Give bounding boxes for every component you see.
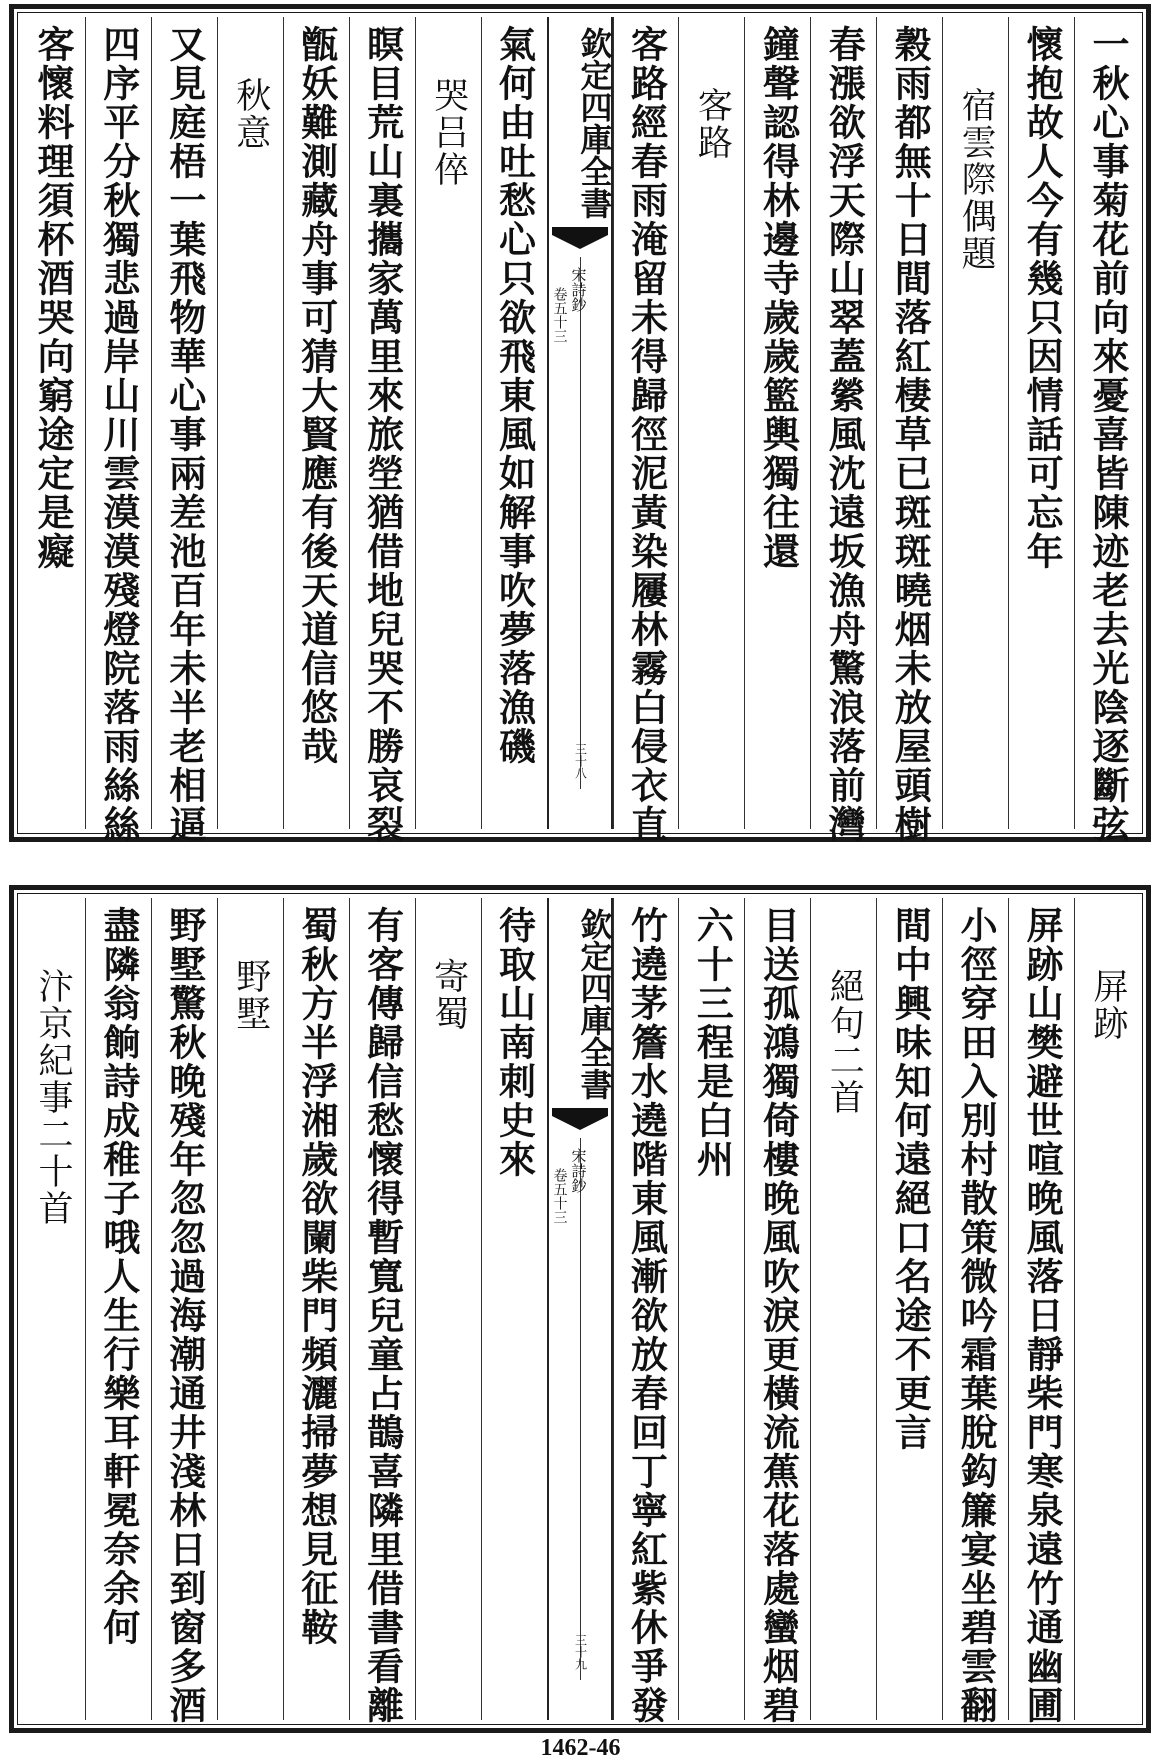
text-column: [876, 17, 942, 844]
bottom-page-columns: [20, 898, 1140, 1725]
text-column: [1008, 17, 1074, 829]
text-column: [151, 17, 217, 844]
column-text: 氣何由吐愁心只欲飛東風如解事吹夢落漁磯: [492, 25, 537, 766]
text-column: [678, 898, 744, 1720]
bottom-page: [9, 885, 1151, 1733]
poem-title-column: [217, 898, 283, 1720]
column-text: 客懷料理須杯酒哭向窮途定是癡: [30, 25, 75, 571]
poem-title: 秋意: [230, 77, 271, 151]
column-text: 竹遶茅簷水遶階東風漸欲放春回丁寧紅紫休爭發: [624, 906, 669, 1725]
text-column: [349, 898, 415, 1725]
fold-line: [580, 1138, 581, 1680]
column-text: 四序平分秋獨悲過岸山川雲漠漠殘燈院落雨絲絲: [96, 25, 141, 844]
poem-title-column: [942, 17, 1008, 829]
collection-title: 欽定四庫全書: [575, 27, 614, 219]
column-text: 一秋心事菊花前向來憂喜皆陳迹老去光陰逐斷弦: [1086, 25, 1131, 844]
text-column: [876, 898, 942, 1720]
column-text: 客路經春雨淹留未得歸徑泥黃染屨林霧白侵衣直: [624, 25, 669, 844]
center-fold-column: [547, 17, 613, 829]
text-column: [481, 17, 547, 829]
text-column: [151, 898, 217, 1725]
page-number-footer: 1462-46: [540, 1735, 621, 1761]
column-text: 穀雨都無十日間落紅棲草已斑斑曉烟未放屋頭樹: [888, 25, 933, 844]
poem-title-column: [20, 898, 85, 1720]
poem-title: 野墅: [230, 958, 271, 1032]
poem-title-column: [1074, 898, 1140, 1720]
poem-title-column: [810, 898, 876, 1720]
column-text: 盡隣翁餉詩成稚子哦人生行樂耳軒冕奈余何: [96, 906, 141, 1647]
text-column: [810, 17, 876, 844]
fish-tail-ornament-icon: [552, 1108, 608, 1130]
volume-label: 卷五十三: [551, 287, 568, 343]
text-column: [283, 17, 349, 829]
column-text: 小徑穿田入別村散策微吟霜葉脫鈎簾宴坐碧雲翻: [954, 906, 999, 1725]
top-page: [9, 4, 1151, 842]
column-text: 甑妖難測藏舟事可猜大賢應有後天道信悠哉: [294, 25, 339, 766]
column-text: 間中興味知何遠絕口名途不更言: [888, 906, 933, 1452]
column-text: 春漲欲浮天際山翠蓋縈風沈遠坂漁舟驚浪落前灣: [822, 25, 867, 844]
column-text: 懷抱故人今有幾只因情話可忘年: [1020, 25, 1065, 571]
leaf-number: 三十九: [573, 1634, 588, 1670]
book-name: 宋詩鈔: [569, 267, 588, 312]
column-text: 野墅驚秋晚殘年忽忽過海潮通井淺林日到窗多酒: [162, 906, 207, 1725]
book-name: 宋詩鈔: [569, 1148, 588, 1193]
leaf-number: 三十八: [573, 743, 588, 779]
text-column: [481, 898, 547, 1720]
poem-title-column: [678, 17, 744, 829]
text-column: [744, 17, 810, 829]
center-fold-column: [547, 898, 613, 1720]
top-page-columns: [20, 17, 1140, 844]
text-column: [1074, 17, 1140, 844]
poem-title-column: [415, 17, 481, 829]
text-column: [349, 17, 415, 844]
volume-label: 卷五十三: [551, 1168, 568, 1224]
fish-tail-ornament-icon: [552, 227, 608, 249]
collection-title: 欽定四庫全書: [575, 908, 614, 1100]
text-column: [283, 898, 349, 1720]
text-column: [85, 898, 151, 1720]
poem-title: 屏跡: [1088, 968, 1129, 1042]
text-column: [942, 898, 1008, 1725]
text-column: [20, 17, 85, 829]
text-column: [85, 17, 151, 844]
text-column: [613, 898, 679, 1725]
fold-line: [580, 257, 581, 789]
column-text: 鐘聲認得林邊寺歲歲籃輿獨往還: [756, 25, 801, 571]
poem-title: 汴京紀事二十首: [32, 968, 73, 1227]
poem-title: 寄蜀: [428, 958, 469, 1032]
poem-title-column: [217, 17, 283, 829]
column-text: 有客傳歸信愁懷得暫寬兒童占鵲喜隣里借書看離: [360, 906, 405, 1725]
poem-title: 宿雲際偶題: [956, 87, 997, 272]
poem-title-column: [415, 898, 481, 1720]
text-column: [613, 17, 679, 844]
column-text: 目送孤鴻獨倚樓晚風吹淚更橫流蕉花落處蠻烟碧: [756, 906, 801, 1725]
column-text: 蜀秋方半浮湘歲欲闌柴門頻灑掃夢想見征鞍: [294, 906, 339, 1647]
column-text: 六十三程是白州: [690, 906, 735, 1179]
column-text: 又見庭梧一葉飛物華心事兩差池百年未半老相逼: [162, 25, 207, 844]
column-text: 瞑目荒山裏攜家萬里來旅塋猶借地兒哭不勝哀裂: [360, 25, 405, 844]
column-text: 待取山南刺史來: [492, 906, 537, 1179]
poem-title: 客路: [692, 87, 733, 161]
poem-title: 絕句二首: [824, 968, 865, 1116]
column-text: 屏跡山樊避世喧晚風落日靜柴門寒泉遠竹通幽圃: [1020, 906, 1065, 1725]
text-column: [744, 898, 810, 1725]
text-column: [1008, 898, 1074, 1725]
poem-title: 哭吕倅: [428, 77, 469, 188]
